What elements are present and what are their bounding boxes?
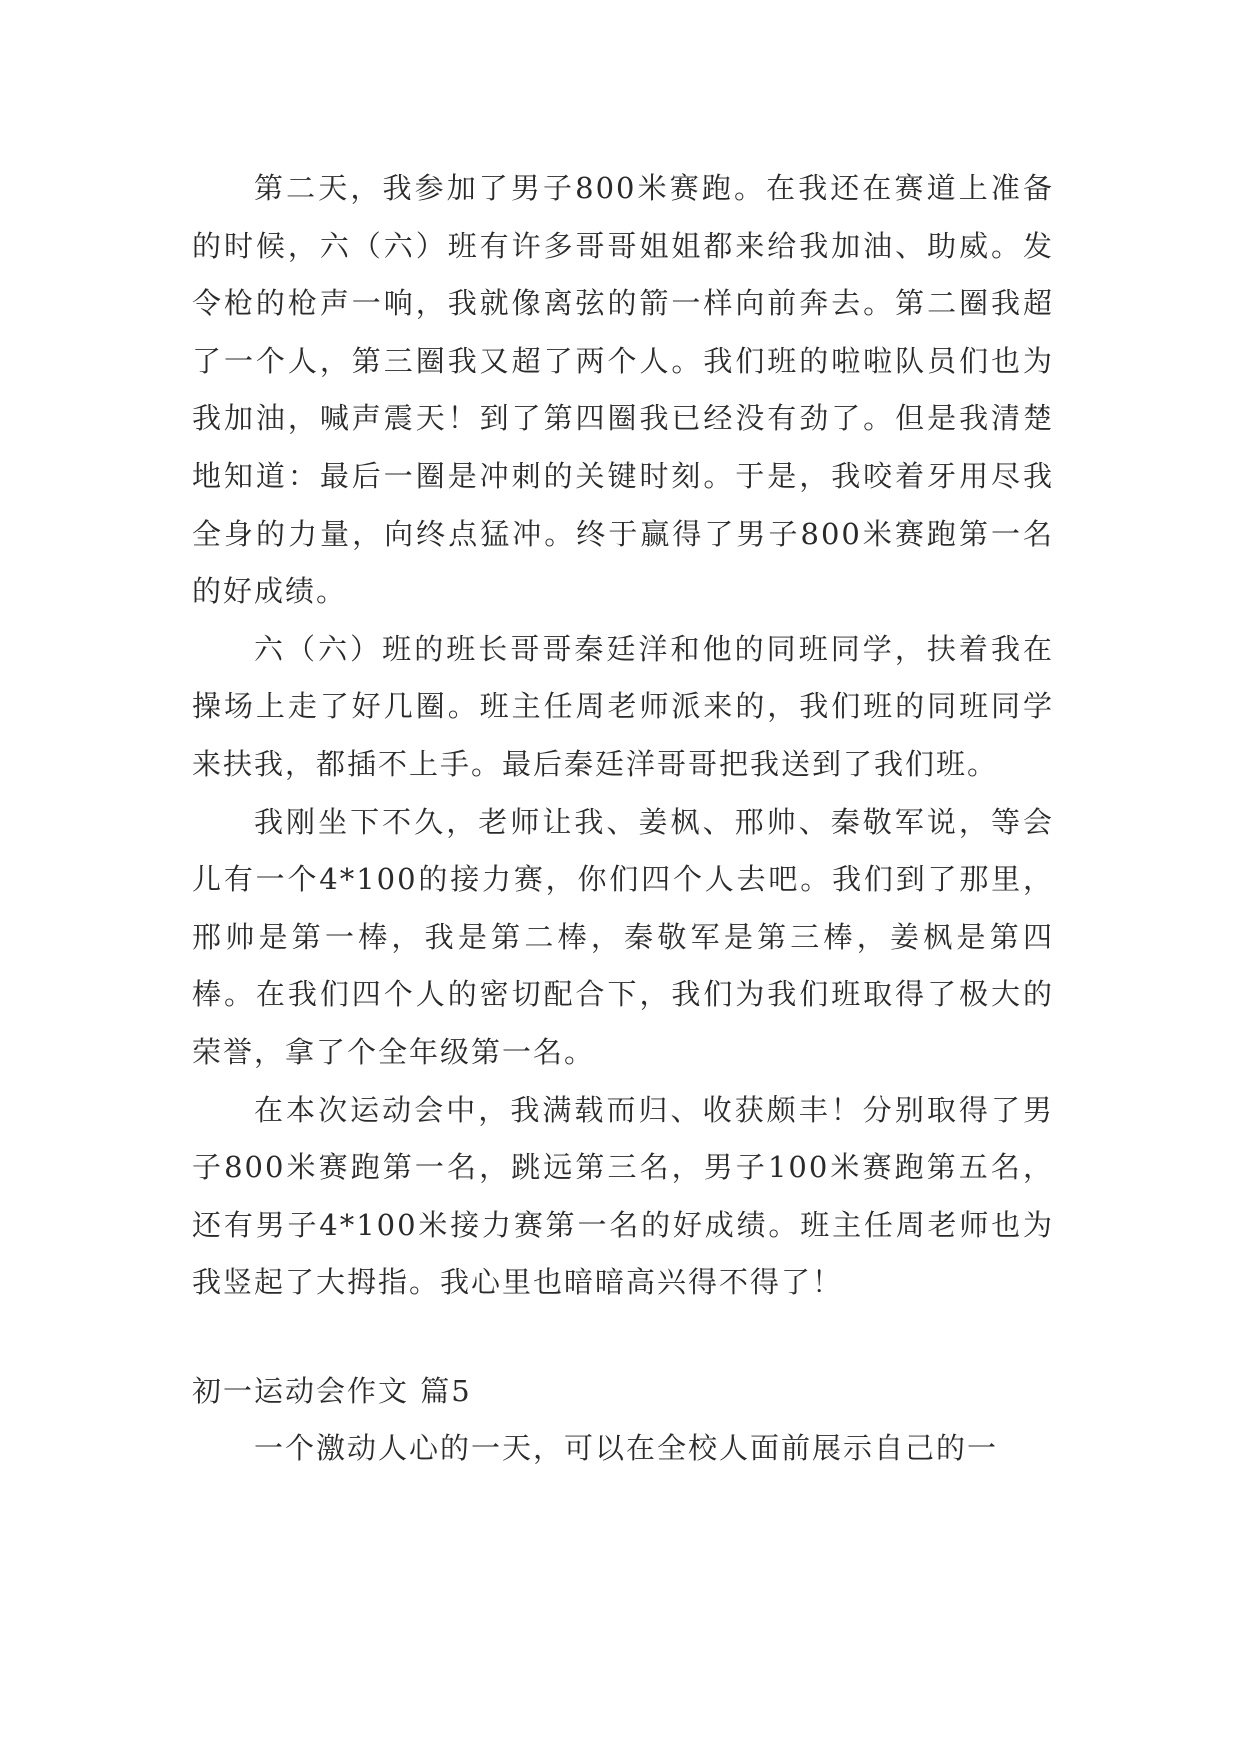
- paragraph-800m-race: 第二天，我参加了男子800米赛跑。在我还在赛道上准备的时候，六（六）班有许多哥哥姐姐都来给我加油、助威。发令枪的枪声一响，我就像离弦的箭一样向前奔去。第二圈我超了一个人，第三圈我又超了两个人。我们班的啦啦队员们也为我加油，喊声震天！到了第四圈我已经没有劲了。但是我清楚地知道：最后一圈是冲刺的关键时刻。于是，我咬着牙用尽我全身的力量，向终点猛冲。终于赢得了男子800米赛跑第一名的好成绩。: [192, 171, 1054, 609]
- document-body: [192, 160, 1054, 1478]
- paragraph-essay-5-opening: 一个激动人心的一天，可以在全校人面前展示自己的一: [254, 1431, 999, 1466]
- section-heading: 初一运动会作文 篇5: [192, 1373, 472, 1408]
- paragraph-class-monitor: 六（六）班的班长哥哥秦廷洋和他的同班同学，扶着我在操场上走了好几圈。班主任周老师派来的，我们班的同班同学来扶我，都插不上手。最后秦廷洋哥哥把我送到了我们班。: [192, 631, 1054, 781]
- paragraph-relay-race: 我刚坐下不久，老师让我、姜枫、邢帅、秦敬军说，等会儿有一个4*100的接力赛，你们四个人去吧。我们到了那里，邢帅是第一棒，我是第二棒，秦敬军是第三棒，姜枫是第四棒。在我们四个人的密切配合下，我们为我们班取得了极大的荣誉，拿了个全年级第一名。: [192, 804, 1054, 1069]
- paragraph-summary: 在本次运动会中，我满载而归、收获颇丰！分别取得了男子800米赛跑第一名，跳远第三名，男子100米赛跑第五名，还有男子4*100米接力赛第一名的好成绩。班主任周老师也为我竖起了大拇指。我心里也暗暗高兴得不得了！: [192, 1092, 1054, 1300]
